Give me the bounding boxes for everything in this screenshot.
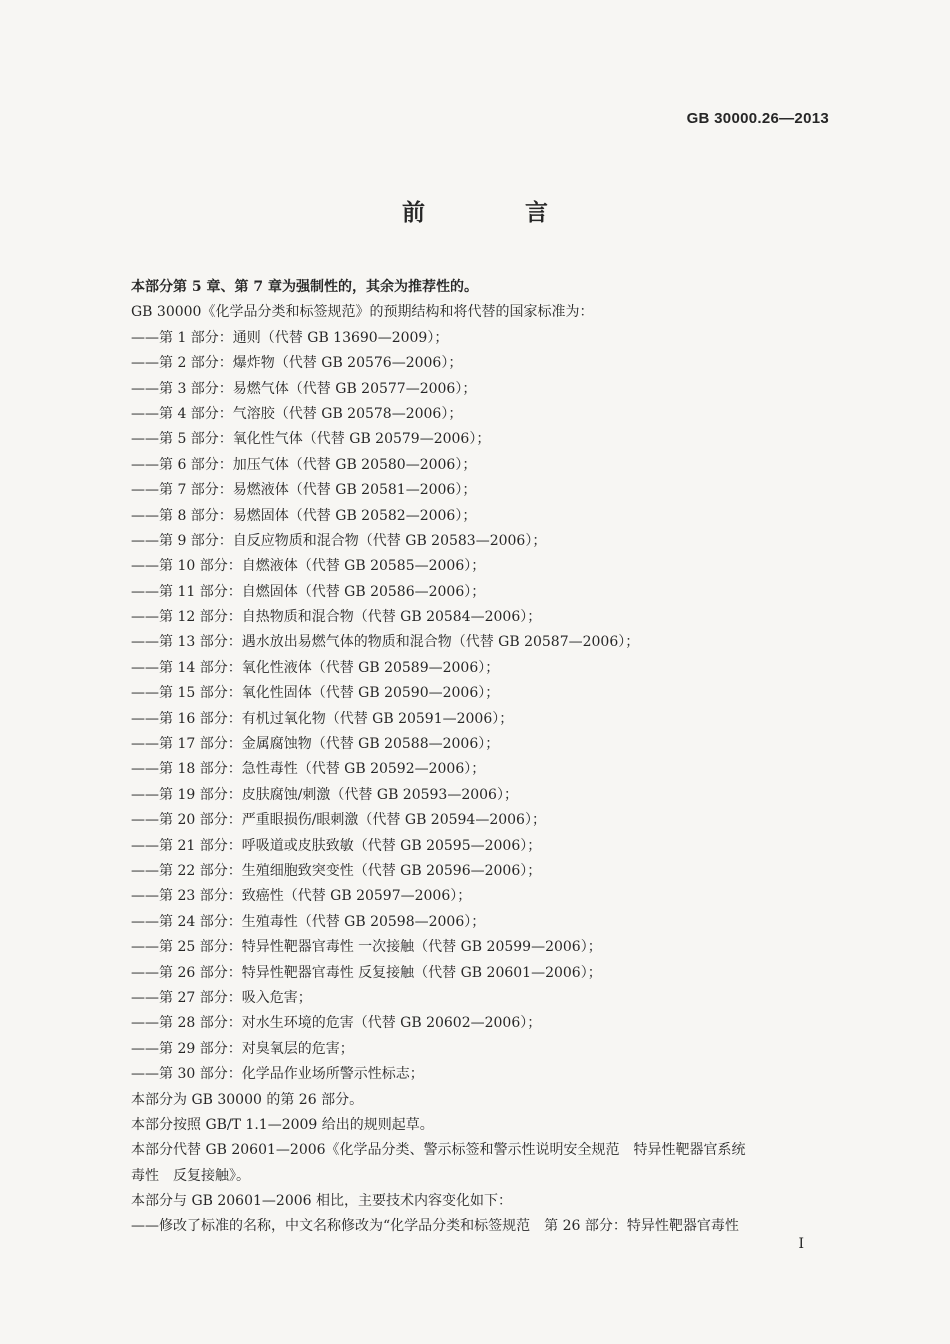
para-compare: 本部分与 GB 20601—2006 相比，主要技术内容变化如下：: [131, 1193, 512, 1210]
part-list-item: ——第 29 部分：对臭氧层的危害；: [131, 1040, 354, 1057]
part-list-item: ——第 6 部分：加压气体（代替 GB 20580—2006）；: [131, 456, 477, 473]
part-list-item: ——第 27 部分：吸入危害；: [131, 989, 312, 1006]
part-list-item: ——第 17 部分：金属腐蚀物（代替 GB 20588—2006）；: [131, 736, 500, 753]
part-list-item: ——第 7 部分：易燃液体（代替 GB 20581—2006）；: [131, 482, 477, 499]
part-list-item: ——第 24 部分：生殖毒性（代替 GB 20598—2006）；: [131, 913, 486, 930]
para-drafted: 本部分按照 GB/T 1.1—2009 给出的规则起草。: [131, 1116, 434, 1133]
part-list-item: ——第 13 部分：遇水放出易燃气体的物质和混合物（代替 GB 20587—2006）；: [131, 634, 640, 651]
part-list-item: ——第 16 部分：有机过氧化物（代替 GB 20591—2006）；: [131, 710, 514, 727]
part-list-item: ——第 5 部分：氧化性气体（代替 GB 20579—2006）；: [131, 431, 491, 448]
part-list-item: ——第 3 部分：易燃气体（代替 GB 20577—2006）；: [131, 380, 477, 397]
structure-intro: GB 30000《化学品分类和标签规范》的预期结构和将代替的国家标准为：: [131, 304, 594, 321]
part-list-item: ——第 19 部分：皮肤腐蚀/刺激（代替 GB 20593—2006）；: [131, 786, 518, 803]
part-list-item: ——第 12 部分：自热物质和混合物（代替 GB 20584—2006）；: [131, 609, 542, 626]
para-replaces-line1: 本部分代替 GB 20601—2006《化学品分类、警示标签和警示性说明安全规范 特异性靶器官系统: [131, 1142, 746, 1159]
part-list-item: ——第 2 部分：爆炸物（代替 GB 20576—2006）；: [131, 355, 463, 372]
part-list-item: ——第 26 部分：特异性靶器官毒性 反复接触（代替 GB 20601—2006）；: [131, 964, 602, 981]
part-list-item: ——第 11 部分：自燃固体（代替 GB 20586—2006）；: [131, 583, 486, 600]
foreword-body: [131, 275, 836, 1240]
part-list-item: ——第 8 部分：易燃固体（代替 GB 20582—2006）；: [131, 507, 477, 524]
page-title: 前 言: [401, 199, 594, 226]
part-list-item: ——第 9 部分：自反应物质和混合物（代替 GB 20583—2006）；: [131, 532, 547, 549]
part-list-item: ——第 1 部分：通则（代替 GB 13690—2009）；: [131, 329, 449, 346]
para-change-1: ——修改了标准的名称，中文名称修改为“化学品分类和标签规范 第 26 部分：特异性靶器官毒性: [131, 1218, 739, 1235]
part-list-item: ——第 10 部分：自燃液体（代替 GB 20585—2006）；: [131, 558, 486, 575]
part-list-item: ——第 4 部分：气溶胶（代替 GB 20578—2006）；: [131, 405, 463, 422]
part-list-item: ——第 18 部分：急性毒性（代替 GB 20592—2006）；: [131, 761, 486, 778]
part-list-item: ——第 21 部分：呼吸道或皮肤致敏（代替 GB 20595—2006）；: [131, 837, 542, 854]
standard-code: GB 30000.26—2013: [686, 110, 829, 127]
mandatory-statement: 本部分第 5 章、第 7 章为强制性的，其余为推荐性的。: [131, 279, 478, 295]
part-list-item: ——第 15 部分：氧化性固体（代替 GB 20590—2006）；: [131, 685, 500, 702]
page-number: I: [798, 1236, 804, 1252]
part-list-item: ——第 22 部分：生殖细胞致突变性（代替 GB 20596—2006）；: [131, 862, 542, 879]
parts-list: [131, 326, 836, 1088]
para-part-of: 本部分为 GB 30000 的第 26 部分。: [131, 1091, 364, 1108]
part-list-item: ——第 23 部分：致癌性（代替 GB 20597—2006）；: [131, 888, 472, 905]
part-list-item: ——第 20 部分：严重眼损伤/眼刺激（代替 GB 20594—2006）；: [131, 812, 546, 829]
part-list-item: ——第 25 部分：特异性靶器官毒性 一次接触（代替 GB 20599—2006）；: [131, 939, 602, 956]
para-replaces-line2: 毒性 反复接触》。: [131, 1167, 250, 1184]
part-list-item: ——第 28 部分：对水生环境的危害（代替 GB 20602—2006）；: [131, 1015, 542, 1032]
part-list-item: ——第 30 部分：化学品作业场所警示性标志；: [131, 1066, 424, 1083]
part-list-item: ——第 14 部分：氧化性液体（代替 GB 20589—2006）；: [131, 659, 500, 676]
